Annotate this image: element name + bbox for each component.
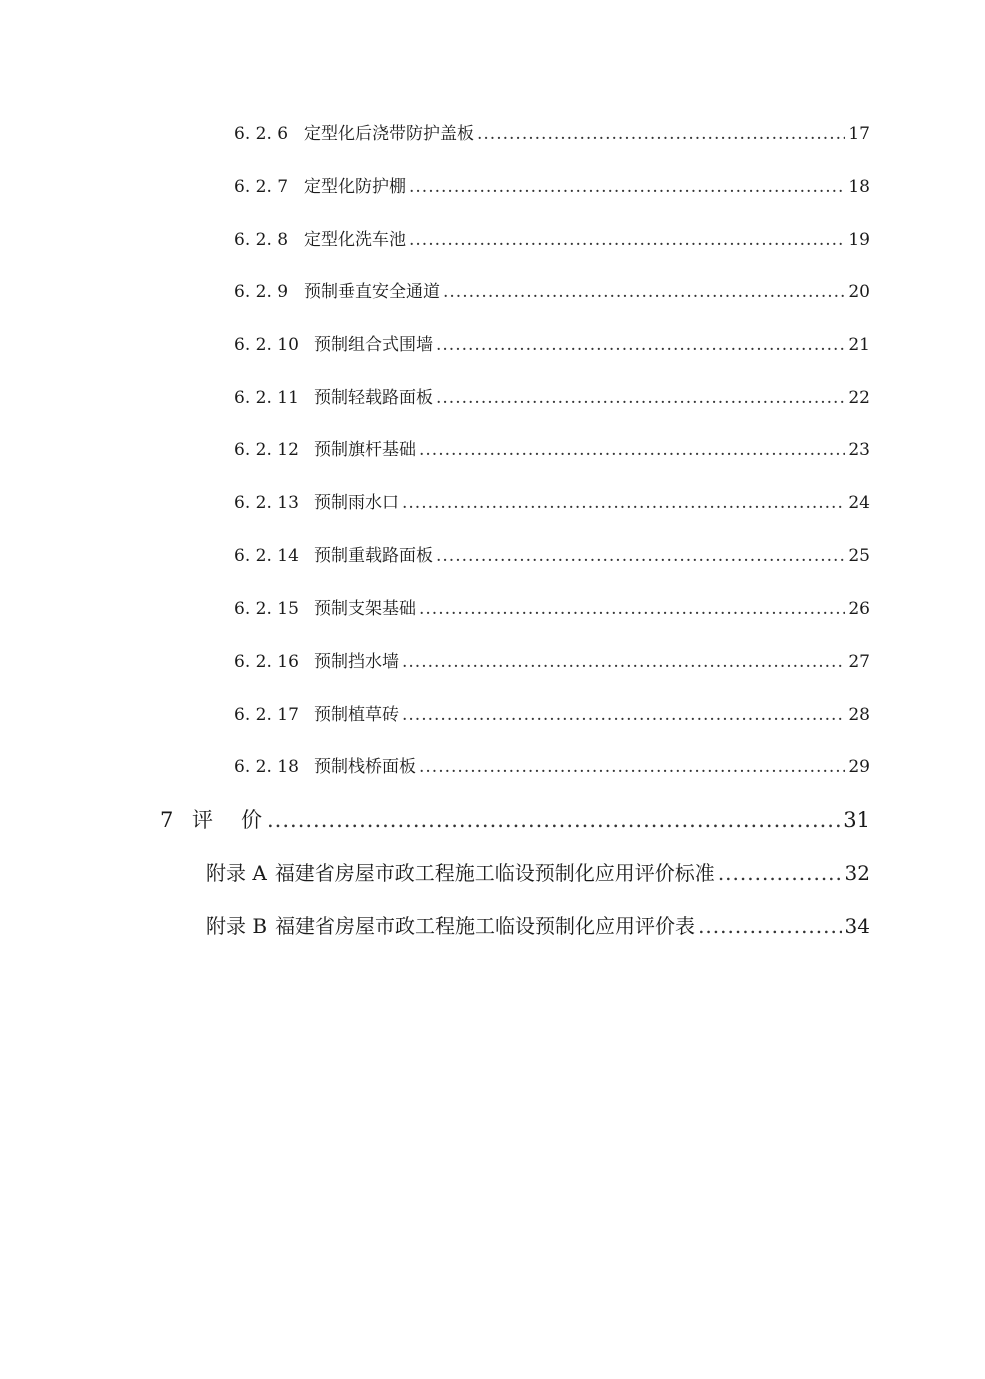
toc-entry-page: 17	[848, 124, 870, 144]
toc-leader-dots	[409, 177, 845, 197]
toc-entry-number: 6. 2. 18	[234, 757, 299, 777]
toc-entry-page: 19	[848, 230, 870, 250]
toc-leader-dots	[402, 705, 845, 725]
toc-entry-number: 6. 2. 10	[234, 335, 299, 355]
toc-leader-dots	[477, 124, 845, 144]
toc-entry[interactable]	[234, 225, 870, 249]
toc-entry-number: 6. 2. 14	[234, 546, 299, 566]
toc-entry[interactable]	[234, 700, 870, 724]
toc-entry-number: 6. 2. 7	[234, 177, 289, 197]
toc-appendix-page: 32	[844, 861, 870, 885]
toc-entry[interactable]	[234, 277, 870, 301]
toc-leader-dots	[443, 282, 845, 302]
toc-entry[interactable]	[234, 541, 870, 565]
toc-entry[interactable]	[234, 383, 870, 407]
toc-entry[interactable]	[234, 488, 870, 512]
toc-leader-dots	[402, 493, 845, 513]
toc-entry[interactable]	[234, 119, 870, 143]
toc-entry-title: 预制植草砖	[314, 705, 399, 725]
toc-entry[interactable]	[234, 330, 870, 354]
toc-leader-dots	[402, 652, 845, 672]
toc-entry-title: 定型化防护棚	[304, 177, 406, 197]
toc-entry-page: 22	[848, 388, 870, 408]
toc-chapter-entry[interactable]	[160, 804, 870, 832]
toc-entry-page: 21	[848, 335, 870, 355]
toc-leader-dots	[419, 599, 845, 619]
toc-entry-page: 24	[848, 493, 870, 513]
toc-entry-page: 20	[848, 282, 870, 302]
toc-entry-number: 6. 2. 6	[234, 124, 289, 144]
toc-entry[interactable]	[234, 594, 870, 618]
toc-entry-title: 预制栈桥面板	[314, 757, 416, 777]
toc-chapter-number: 7	[160, 808, 174, 832]
toc-entry-number: 6. 2. 16	[234, 652, 299, 672]
toc-entry-page: 29	[848, 757, 870, 777]
toc-leader-dots	[419, 757, 845, 777]
toc-appendix-label: 附录 B	[206, 914, 268, 938]
toc-entry[interactable]	[234, 647, 870, 671]
toc-entry-title: 预制旗杆基础	[314, 440, 416, 460]
toc-entry-title: 预制雨水口	[314, 493, 399, 513]
toc-appendix-entry[interactable]	[206, 910, 870, 938]
toc-leader-dots	[419, 440, 845, 460]
toc-entry-page: 18	[848, 177, 870, 197]
toc-appendix-label: 附录 A	[206, 861, 267, 885]
toc-entry-title: 预制挡水墙	[314, 652, 399, 672]
toc-leader-dots	[436, 388, 845, 408]
toc-entry-number: 6. 2. 17	[234, 705, 299, 725]
toc-appendix-entry[interactable]	[206, 857, 870, 885]
toc-leader-dots	[698, 914, 841, 938]
toc-entry-title: 预制组合式围墙	[314, 335, 433, 355]
toc-entry-title: 预制轻载路面板	[314, 388, 433, 408]
toc-entry-page: 23	[848, 440, 870, 460]
toc-entry-page: 28	[848, 705, 870, 725]
toc-entry[interactable]	[234, 172, 870, 196]
toc-leader-dots	[436, 335, 845, 355]
toc-entry-page: 25	[848, 546, 870, 566]
toc-leader-dots	[267, 808, 840, 832]
toc-entry-title: 预制支架基础	[314, 599, 416, 619]
toc-entry-page: 27	[848, 652, 870, 672]
toc-entry-title: 预制重载路面板	[314, 546, 433, 566]
toc-entry-title: 预制垂直安全通道	[304, 282, 440, 302]
toc-entry-title: 定型化洗车池	[304, 230, 406, 250]
toc-entry[interactable]	[234, 752, 870, 776]
toc-entry-page: 26	[848, 599, 870, 619]
toc-entry-number: 6. 2. 15	[234, 599, 299, 619]
toc-entry-number: 6. 2. 9	[234, 282, 289, 302]
toc-entry-number: 6. 2. 12	[234, 440, 299, 460]
toc-entry-number: 6. 2. 11	[234, 388, 299, 408]
toc-entry[interactable]	[234, 435, 870, 459]
toc-appendix-page: 34	[844, 914, 870, 938]
toc-appendix-title: 福建省房屋市政工程施工临设预制化应用评价表	[275, 914, 696, 938]
toc-entry-number: 6. 2. 13	[234, 493, 299, 513]
toc-appendix-title: 福建省房屋市政工程施工临设预制化应用评价标准	[274, 861, 715, 885]
toc-chapter-page: 31	[843, 808, 870, 832]
toc-leader-dots	[718, 861, 842, 885]
toc-chapter-title: 评价	[192, 808, 290, 832]
toc-entry-number: 6. 2. 8	[234, 230, 289, 250]
toc-leader-dots	[436, 546, 845, 566]
toc-leader-dots	[409, 230, 845, 250]
toc-entry-title: 定型化后浇带防护盖板	[304, 124, 474, 144]
